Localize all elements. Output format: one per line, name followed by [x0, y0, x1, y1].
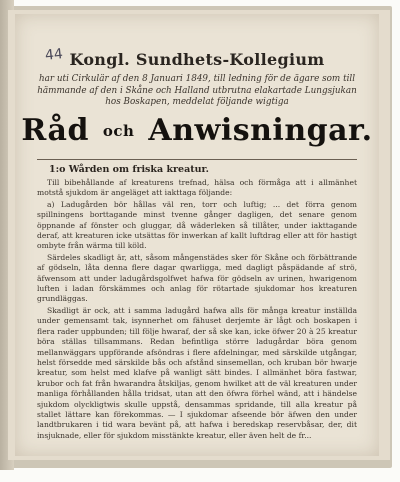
intro-text: har uti Cirkulär af den 8 Januari 1849, till ledning för de ägare som till hämmande af den i Skåne och Halland utbrutna elakartade Lungsjukan hos Boskapen, meddelat följande wigtiga	[37, 74, 357, 107]
heading-rule	[37, 159, 357, 160]
paragraph: a) Ladugården bör hållas väl ren, torr och luftig; ... det förra genom spillningens borttagande minst tvenne gånger dagligen, det senare genom öppnande af fönster och gluggar, då wäderleken så tillåter, under iakttagande deraf, att kreaturen icke utsättas för inwerkan af kallt luftdrag eller att för hastigt ombyte från wärma till köld.	[37, 199, 357, 251]
section-heading: 1:o Wården om friska kreatur.	[49, 164, 209, 175]
document-page	[15, 14, 379, 456]
main-heading	[15, 113, 379, 148]
main-heading-joiner: och	[102, 122, 135, 140]
main-heading-part1: Råd	[21, 113, 89, 148]
paragraph: Särdeles skadligt är, att, såsom mångenstädes sker för Skåne och förbättrande af gödseln, låta denna flere dagar qwarligga, med dagligt påspädande af strö, äfwensom att under ladugårdsgolfwet hafwa för gödseln av urinen, hwarigenom luften i ladan förskämmes och anlag för rötartade sjukdomar hos kreaturen grundläggas.	[37, 252, 357, 304]
paragraph: Skadligt är ock, att i samma ladugård hafwa alls för många kreatur inställda under gemensamt tak, isynnerhet om fähuset derjemte är lågt och boskapen i flera rader uppbunden; till följe hwaraf, der så ske kan, icke öfwer 20 à 25 kreatur böra ställas tillsammans. Redan befintliga större ladugårdar böra genom mellanwäggars uppförande afsöndras i flere afdelningar, med särskilde utgångar, helst försedde med särskilde bås och afstånd sinsemellan, och kruban bör hwarje kreatur, som helst med klafve på wanligt sätt bindes. I allmänhet böra fastwar, krubor och fat från hwarandra åtskiljas, genom hwilket att de väl kreaturen under manliga förhållanden hålla tridsat, utan att den öfwra förhel wänd, att i händelse sjukdom olyckligtwis skulle uppstå, densammas spridande, till alla kreatur på stallet lättare kan förekommas. — I sjukdomar afseende bör äfwen den under landtbrukaren i tid wara bevänt på, att hafwa i beredskap reservbåsar, der, dit insjuknade, eller för sjukdom misstänkte kreatur, eller även helt de fr...	[37, 305, 357, 440]
body-text	[37, 178, 357, 442]
main-heading-part2: Anwisningar.	[148, 113, 373, 148]
handwritten-page-number: 44	[44, 46, 64, 64]
document-title: Kongl. Sundhets-Kollegium	[69, 50, 325, 69]
paragraph: Till bibehållande af kreaturens trefnad, hälsa och förmåga att i allmänhet motstå sjukdom är angeläget att iakttaga följande:	[37, 178, 357, 198]
